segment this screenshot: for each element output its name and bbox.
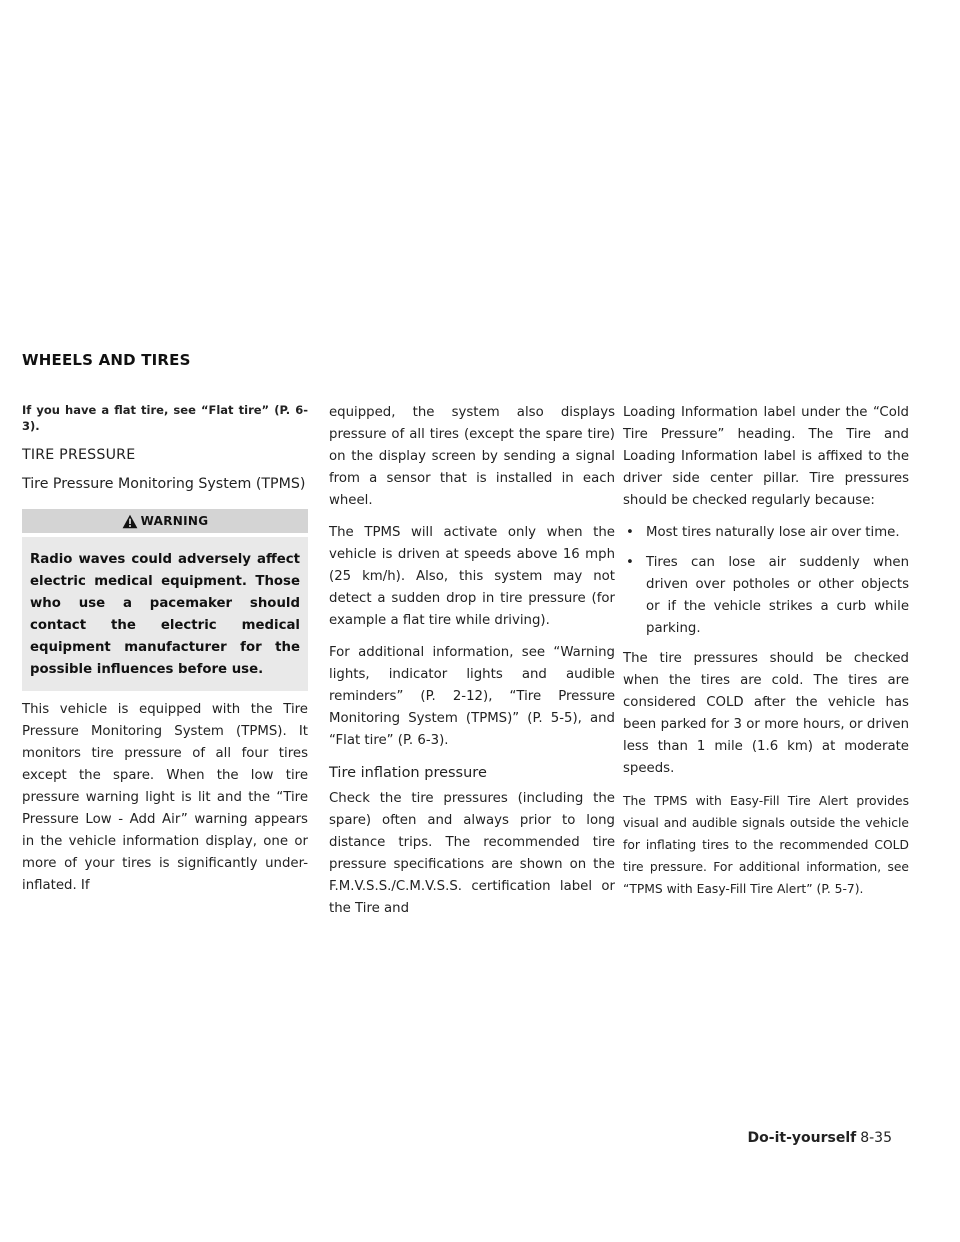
list-item: • Most tires naturally lose air over time. <box>623 522 909 544</box>
pressure-loss-list <box>623 522 909 640</box>
tire-inflation-heading: Tire inflation pressure <box>329 765 487 781</box>
tire-pressure-heading: TIRE PRESSURE <box>22 447 136 463</box>
list-item: • Tires can lose air suddenly when driven over potholes or other objects or if the vehicle strikes a curb while parking. <box>623 552 909 640</box>
tpms-activation-paragraph: The TPMS will activate only when the vehicle is driven at speeds above 16 mph (25 km/h). Also, this system may not detect a sudden drop in tire pressure (for example a flat tire while driving). <box>329 525 615 628</box>
warning-text: Radio waves could adversely affect electric medical equipment. Those who use a pacemaker should contact the electric medical equipment manufacturer for the possible influences before use. <box>22 537 308 691</box>
tpms-heading: Tire Pressure Monitoring System (TPMS) <box>22 476 306 492</box>
warning-triangle-icon <box>122 514 138 529</box>
section-title: WHEELS AND TIRES <box>22 351 191 369</box>
cold-tire-paragraph: The tire pressures should be checked when the tires are cold. The tires are considered COLD after the vehicle has been parked for 3 or more hours, or driven less than 1 mile (1.6 km) at moderate speeds. <box>623 651 909 776</box>
tpms-display-paragraph: equipped, the system also displays pressure of all tires (except the spare tire) on the display screen by sending a signal from a sensor that is installed in each wheel. <box>329 405 615 508</box>
flat-tire-reference: If you have a flat tire, see “Flat tire” (P. 6-3). <box>22 403 308 433</box>
easy-fill-paragraph: The TPMS with Easy-Fill Tire Alert provides visual and audible signals outside the vehicle for inflating tires to the recommended COLD tire pressure. For additional information, see “TPMS with Easy-Fill Tire Alert” (P. 5-7). <box>623 794 909 896</box>
page-number: 8-35 <box>860 1130 892 1146</box>
footer-chapter: Do-it-yourself <box>747 1130 857 1146</box>
additional-info-paragraph: For additional information, see “Warning lights, indicator lights and audible reminders” (P. 2-12), “Tire Pressure Monitoring System (TPMS)” (P. 5-5), and “Flat tire” (P. 6-3). <box>329 645 615 748</box>
column-1 <box>22 402 308 907</box>
page-footer <box>748 1130 892 1146</box>
tpms-description: This vehicle is equipped with the Tire Pressure Monitoring System (TPMS). It monitors tire pressure of all four tires except the spare. When the low tire pressure warning light is lit and the “Tire Pressure Low - Add Air” warning appears in the vehicle information display, one or more of your tires is significantly under-inflated. If <box>22 702 308 893</box>
column-2 <box>329 402 615 930</box>
label-location-paragraph: Loading Information label under the “Cold Tire Pressure” heading. The Tire and Loading Information label is affixed to the driver side center pillar. Tire pressures should be checked regularly because: <box>623 405 909 508</box>
warning-header <box>22 509 308 533</box>
check-pressure-paragraph: Check the tire pressures (including the spare) often and always prior to long distance trips. The recommended tire pressure specifications are shown on the F.M.V.S.S./C.M.V.S.S. certification label or the Tire and <box>329 791 615 916</box>
warning-label: WARNING <box>140 514 209 528</box>
column-3 <box>623 402 909 910</box>
